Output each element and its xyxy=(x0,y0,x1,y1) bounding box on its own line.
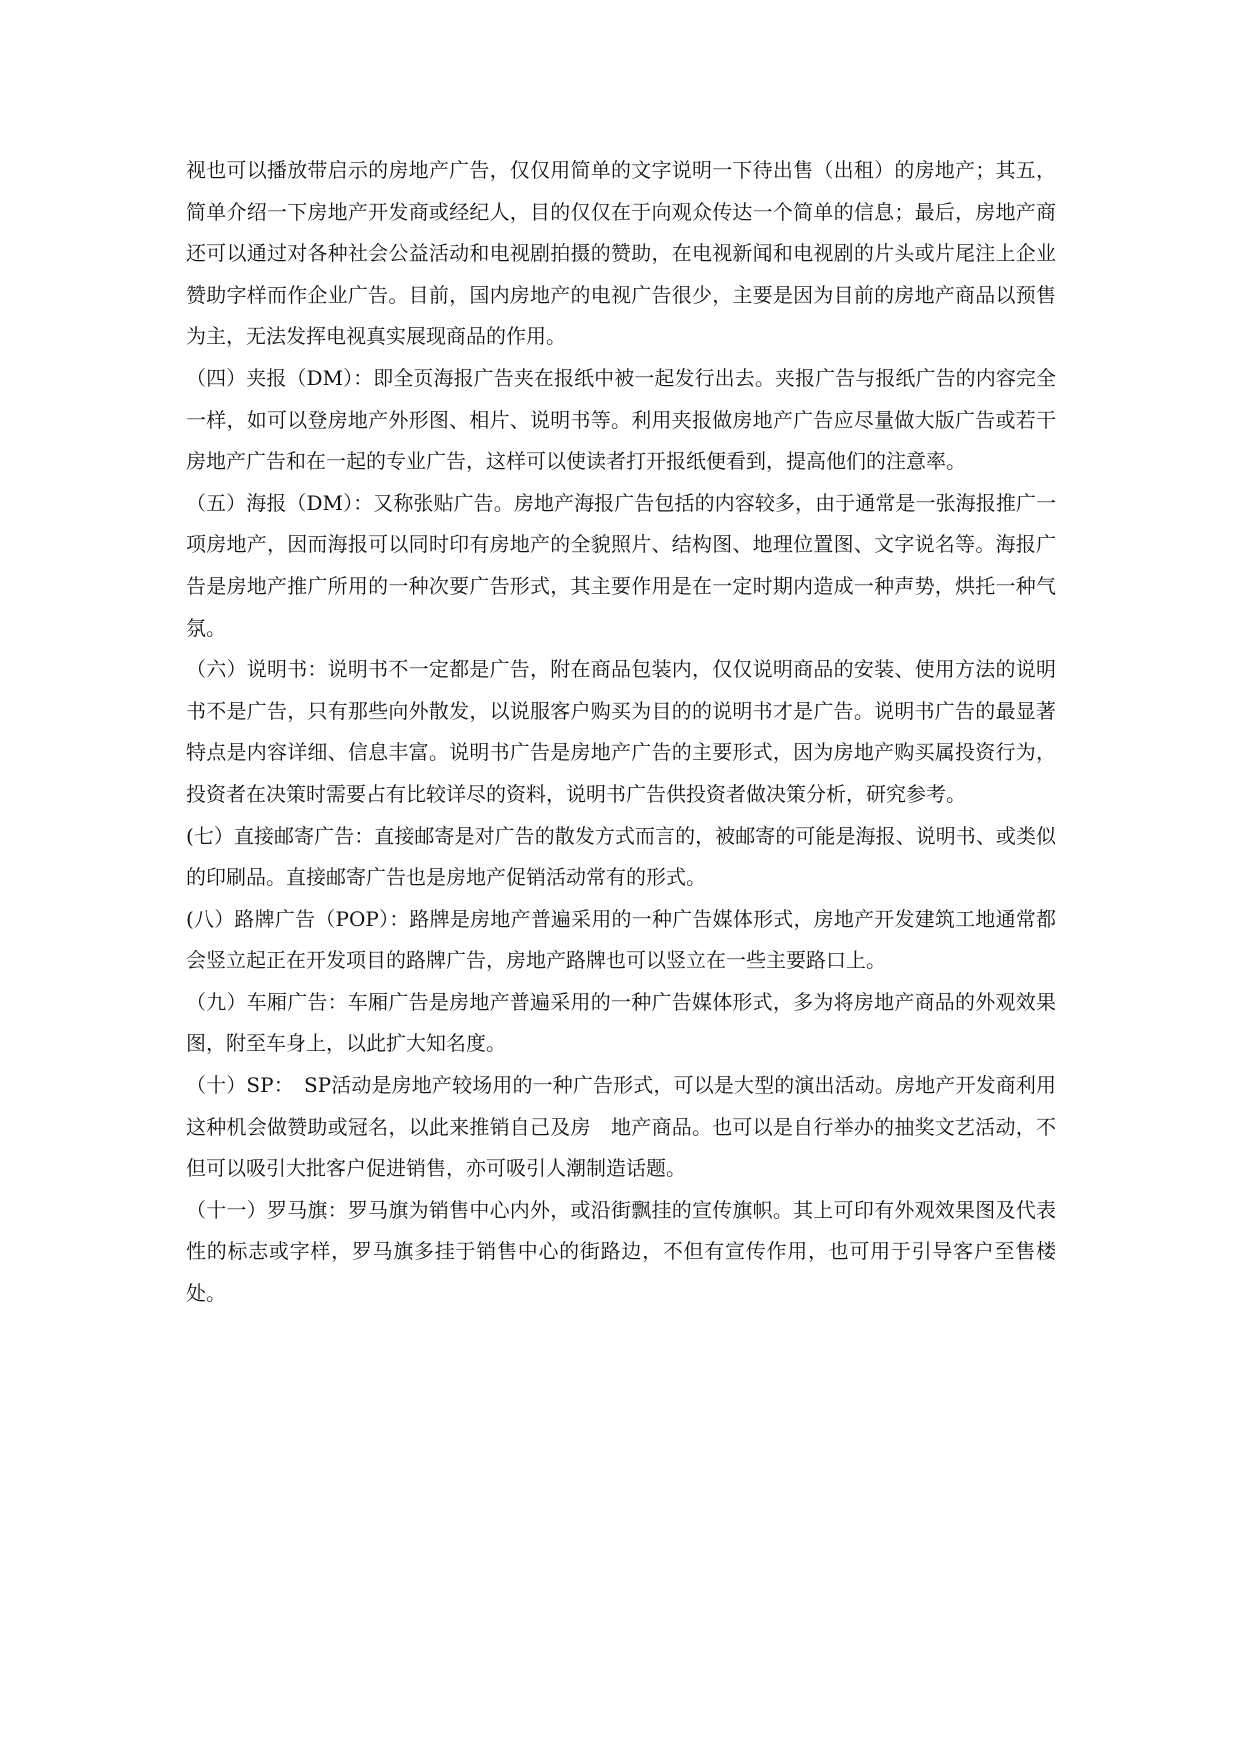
paragraph-newspaper-insert: （四）夹报（DM）：即全页海报广告夹在报纸中被一起发行出去。夹报广告与报纸广告的内容完全一样，如可以登房地产外形图、相片、说明书等。利用夹报做房地产广告应尽量做大版广告或若干房地产广告和在一起的专业广告，这样可以使读者打开报纸便看到，提高他们的注意率。 xyxy=(186,365,1056,474)
document-body xyxy=(186,150,1056,1315)
paragraph-vehicle-ads: （九）车厢广告：车厢广告是房地产普遍采用的一种广告媒体形式，多为将房地产商品的外观效果图，附至车身上，以此扩大知名度。 xyxy=(186,989,1056,1056)
paragraph-tv-ads-continued: 视也可以播放带启示的房地产广告，仅仅用简单的文字说明一下待出售（出租）的房地产；其五，简单介绍一下房地产开发商或经纪人，目的仅仅在于向观众传达一个简单的信息；最后，房地产商还可以通过对各种社会公益活动和电视剧拍摄的赞助，在电视新闻和电视剧的片头或片尾注上企业赞助字样而作企业广告。目前，国内房地产的电视广告很少，主要是因为目前的房地产商品以预售为主，无法发挥电视真实展现商品的作用。 xyxy=(186,158,1056,349)
paragraph-direct-mail: (七）直接邮寄广告：直接邮寄是对广告的散发方式而言的，被邮寄的可能是海报、说明书、或类似的印刷品。直接邮寄广告也是房地产促销活动常有的形式。 xyxy=(186,823,1056,890)
paragraph-sp-events: （十）SP： SP活动是房地产较场用的一种广告形式，可以是大型的演出活动。房地产开发商利用这种机会做赞助或冠名，以此来推销自己及房 地产商品。也可以是自行举办的抽奖文艺活动，不但可以吸引大批客户促进销售，亦可吸引人潮制造话题。 xyxy=(186,1073,1056,1181)
paragraph-billboard: (八）路牌广告（POP）：路牌是房地产普遍采用的一种广告媒体形式，房地产开发建筑工地通常都会竖立起正在开发项目的路牌广告，房地产路牌也可以竖立在一些主要路口上。 xyxy=(186,906,1056,973)
paragraph-roman-flags: （十一）罗马旗：罗马旗为销售中心内外，或沿街飘挂的宣传旗帜。其上可印有外观效果图及代表性的标志或字样，罗马旗多挂于销售中心的街路边，不但有宣传作用，也可用于引导客户至售楼处。 xyxy=(186,1197,1056,1306)
paragraph-poster: （五）海报（DM）：又称张贴广告。房地产海报广告包括的内容较多，由于通常是一张海报推广一项房地产，因而海报可以同时印有房地产的全貌照片、结构图、地理位置图、文字说名等。海报广告是房地产推广所用的一种次要广告形式，其主要作用是在一定时期内造成一种声势，烘托一种气氛。 xyxy=(186,490,1056,640)
paragraph-brochure: （六）说明书：说明书不一定都是广告，附在商品包装内，仅仅说明商品的安装、使用方法的说明书不是广告，只有那些向外散发，以说服客户购买为目的的说明书才是广告。说明书广告的最显著特点是内容详细、信息丰富。说明书广告是房地产广告的主要形式，因为房地产购买属投资行为，投资者在决策时需要占有比较详尽的资料，说明书广告供投资者做决策分析，研究参考。 xyxy=(186,657,1056,806)
